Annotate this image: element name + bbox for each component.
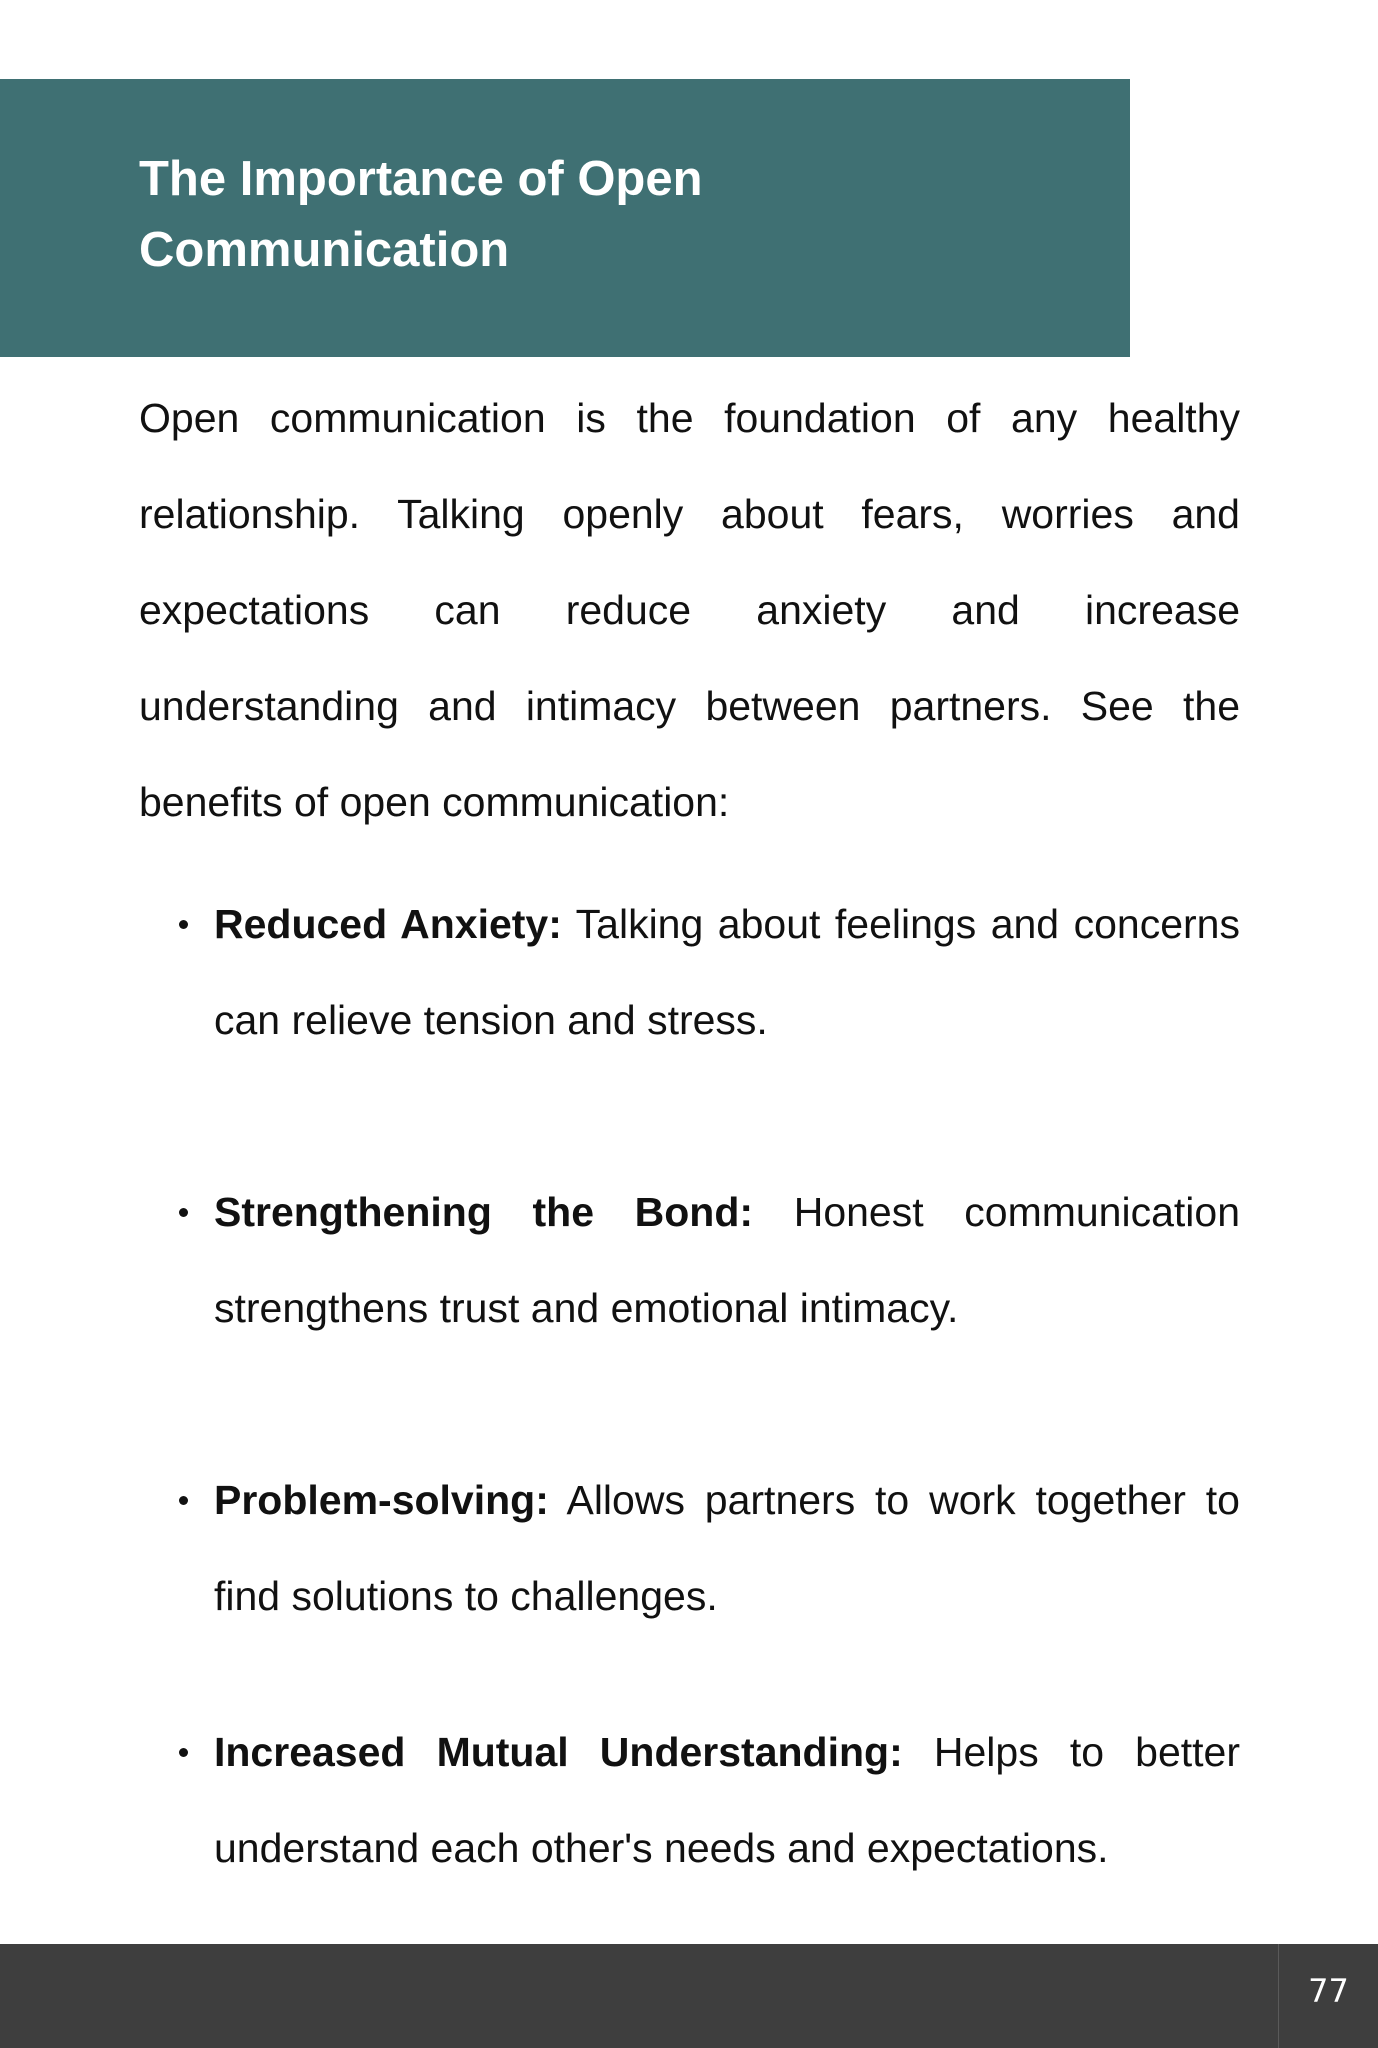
- intro-paragraph: Open communication is the foundation of any healthy relationship. Talking openly about fears, worries and expectations can reduce anxiety and increase understanding and intimacy between partners. See the benefits of open communication:: [139, 395, 1240, 825]
- bullet-icon: [179, 920, 188, 929]
- bullet-term: Strengthening the Bond:: [214, 1189, 754, 1235]
- bullet-text: Talking about feelings and concerns can relieve tension and stress.: [214, 901, 1240, 1043]
- bullet-term: Reduced Anxiety:: [214, 901, 562, 947]
- bullet-icon: [179, 1748, 188, 1757]
- page-number-box: [1278, 1944, 1378, 2048]
- benefits-list: [139, 876, 1240, 1896]
- bullet-icon: [179, 1208, 188, 1217]
- list-item: [139, 876, 1240, 1068]
- bullet-text: Allows partners to work together to find solutions to challenges.: [214, 1477, 1240, 1619]
- bullet-text: Helps to better understand each other's needs and expectations.: [214, 1729, 1240, 1871]
- list-item: [139, 1164, 1240, 1356]
- list-item: [139, 1452, 1240, 1644]
- bullet-icon: [179, 1496, 188, 1505]
- page-number: 77: [1308, 1972, 1349, 2010]
- footer-bar: [0, 1944, 1378, 2048]
- bullet-text: Honest communication strengthens trust and emotional intimacy.: [214, 1189, 1240, 1331]
- bullet-term: Increased Mutual Understanding:: [214, 1729, 903, 1775]
- bullet-term: Problem-solving:: [214, 1477, 549, 1523]
- list-item: [139, 1704, 1240, 1896]
- page-title: The Importance of Open Communication: [139, 152, 703, 277]
